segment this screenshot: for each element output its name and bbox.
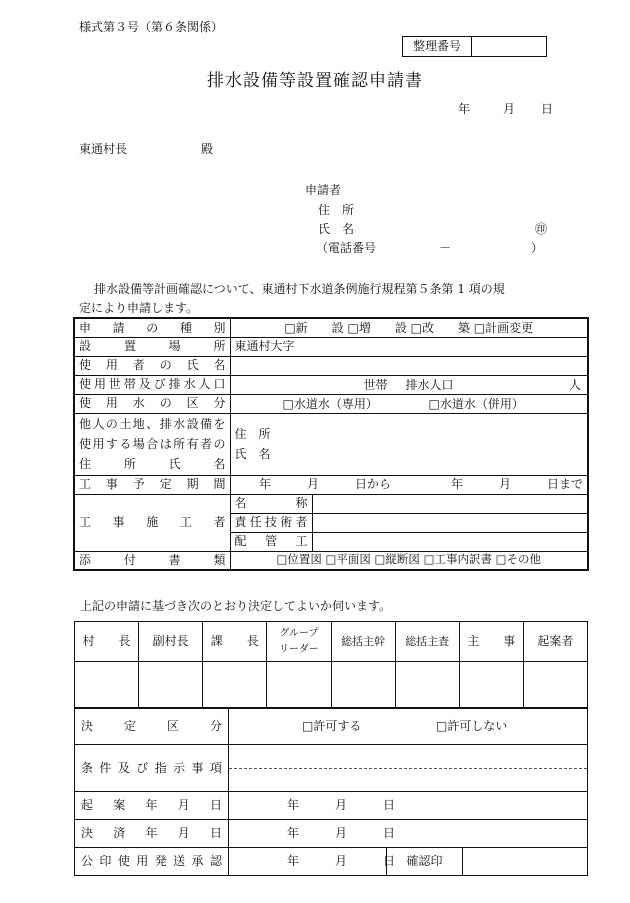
serial-box bbox=[402, 36, 547, 57]
approver-group-leader-line-2: リーダー bbox=[278, 643, 319, 655]
user-name-label: 使用者の氏名 bbox=[74, 356, 230, 375]
form-label: 様式第３号（第６条関係） bbox=[79, 20, 224, 34]
phone-dash: － bbox=[439, 241, 452, 255]
water-type-cell[interactable] bbox=[230, 394, 588, 413]
type-options[interactable]: □新 設 □増 設 □改 築 □計画変更 bbox=[230, 318, 588, 337]
water-type-label: 使用水の区分 bbox=[74, 394, 230, 413]
conditions-label: 条件及び指示事項 bbox=[75, 745, 229, 792]
period-value[interactable]: 年 月 日から 年 月 日まで bbox=[230, 475, 588, 494]
date-year: 年 bbox=[458, 102, 471, 116]
owner-label-line-3: 住所氏名 bbox=[79, 457, 226, 471]
contractor-name-value[interactable] bbox=[312, 494, 588, 513]
settlement-date-label: 決済年月日 bbox=[75, 820, 229, 848]
addressee-name: 東通村長 bbox=[79, 142, 128, 156]
period-label: 工事予定期間 bbox=[74, 475, 230, 494]
approval-table bbox=[74, 621, 588, 708]
document-title: 排水設備等設置確認申請書 bbox=[207, 71, 423, 91]
draft-date-label: 起案年月日 bbox=[75, 792, 229, 820]
confirm-stamp-label: 確認印 bbox=[387, 848, 463, 876]
seal-icon: ㊞ bbox=[535, 222, 548, 236]
confirm-stamp-box[interactable] bbox=[463, 848, 588, 876]
applicant-name-label: 氏 名 bbox=[318, 222, 355, 236]
phone-open: （電話番号 bbox=[316, 241, 377, 255]
stamp-general-inspector[interactable] bbox=[395, 662, 459, 708]
stamp-deputy-chief[interactable] bbox=[139, 662, 203, 708]
owner-label bbox=[74, 413, 230, 475]
phone-close: ） bbox=[531, 241, 544, 255]
approver-clerk: 主 事 bbox=[459, 622, 523, 662]
plumber-label: 配管工 bbox=[230, 532, 312, 551]
approver-deputy-chief: 副村長 bbox=[139, 622, 203, 662]
date-month: 月 bbox=[503, 102, 516, 116]
stamp-section-chief[interactable] bbox=[203, 662, 267, 708]
decision-permit[interactable]: □許可する bbox=[302, 719, 362, 733]
contractor-name-label: 名称 bbox=[230, 494, 312, 513]
approver-general-manager: 総括主幹 bbox=[331, 622, 395, 662]
intro-line-1: 排水設備等計画確認について、東通村下水道条例施行規程第５条第 1 項の規 bbox=[94, 282, 505, 296]
conditions-divider bbox=[229, 768, 587, 769]
person-unit: 人 bbox=[568, 377, 581, 392]
type-label: 申請の種別 bbox=[74, 318, 230, 337]
approver-group-leader bbox=[267, 622, 331, 662]
serial-label: 整理番号 bbox=[403, 37, 472, 57]
engineer-label: 責任技術者 bbox=[230, 513, 312, 532]
location-label: 設置場所 bbox=[74, 337, 230, 356]
decision-table bbox=[74, 708, 588, 876]
owner-label-line-2: 使用する場合は所有者の bbox=[79, 437, 226, 451]
stamp-village-chief[interactable] bbox=[75, 662, 139, 708]
household-unit: 世帯 bbox=[363, 377, 388, 392]
seal-approval-label: 公印使用発送承認 bbox=[75, 848, 229, 876]
decision-note: 上記の申請に基づき次のとおり決定してよいか伺います。 bbox=[80, 599, 392, 613]
draft-date-value[interactable]: 年 月 日 bbox=[229, 792, 588, 820]
engineer-value[interactable] bbox=[312, 513, 588, 532]
approver-general-inspector: 総括主査 bbox=[395, 622, 459, 662]
decision-label: 決定区分 bbox=[75, 709, 229, 745]
attachments-label: 添付書類 bbox=[74, 551, 230, 570]
owner-cell[interactable] bbox=[230, 413, 588, 475]
plumber-value[interactable] bbox=[312, 532, 588, 551]
addressee-honorific: 殿 bbox=[201, 142, 214, 156]
seal-approval-date[interactable]: 年 月 日 bbox=[229, 848, 387, 876]
decision-cell[interactable] bbox=[229, 709, 588, 745]
contractor-label: 工事施工者 bbox=[74, 494, 230, 551]
approver-section-chief: 課 長 bbox=[203, 622, 267, 662]
approver-group-leader-line-1: グループ bbox=[279, 627, 319, 639]
stamp-drafter[interactable] bbox=[523, 662, 587, 708]
user-name-value[interactable] bbox=[230, 356, 588, 375]
approver-drafter: 起案者 bbox=[523, 622, 587, 662]
date-day: 日 bbox=[541, 102, 554, 116]
settlement-date-value[interactable]: 年 月 日 bbox=[229, 820, 588, 848]
location-value[interactable]: 東通村大字 bbox=[230, 337, 588, 356]
stamp-group-leader[interactable] bbox=[267, 662, 331, 708]
household-label: 使用世帯及び排水人口 bbox=[74, 375, 230, 394]
owner-name-label: 氏 名 bbox=[234, 447, 271, 461]
water-option-shared[interactable]: □水道水（併用） bbox=[428, 396, 524, 411]
population-label: 排水人口 bbox=[405, 377, 454, 392]
approver-village-chief: 村 長 bbox=[75, 622, 139, 662]
owner-address-label: 住 所 bbox=[234, 427, 271, 441]
serial-value[interactable] bbox=[472, 37, 547, 57]
conditions-cell[interactable] bbox=[229, 745, 588, 792]
stamp-clerk[interactable] bbox=[459, 662, 523, 708]
water-option-dedicated[interactable]: □水道水（専用） bbox=[282, 396, 378, 411]
applicant-heading: 申請者 bbox=[305, 183, 342, 197]
household-cell[interactable] bbox=[230, 375, 588, 394]
applicant-address-label: 住 所 bbox=[318, 203, 355, 217]
decision-deny[interactable]: □許可しない bbox=[436, 719, 508, 733]
intro-line-2: 定により申請します。 bbox=[79, 301, 199, 315]
owner-label-line-1: 他人の土地、排水設備を bbox=[79, 417, 226, 431]
attachments-options[interactable]: □位置図 □平面図 □縦断図 □工事内訳書 □その他 bbox=[230, 551, 588, 570]
application-table bbox=[73, 317, 589, 571]
stamp-general-manager[interactable] bbox=[331, 662, 395, 708]
